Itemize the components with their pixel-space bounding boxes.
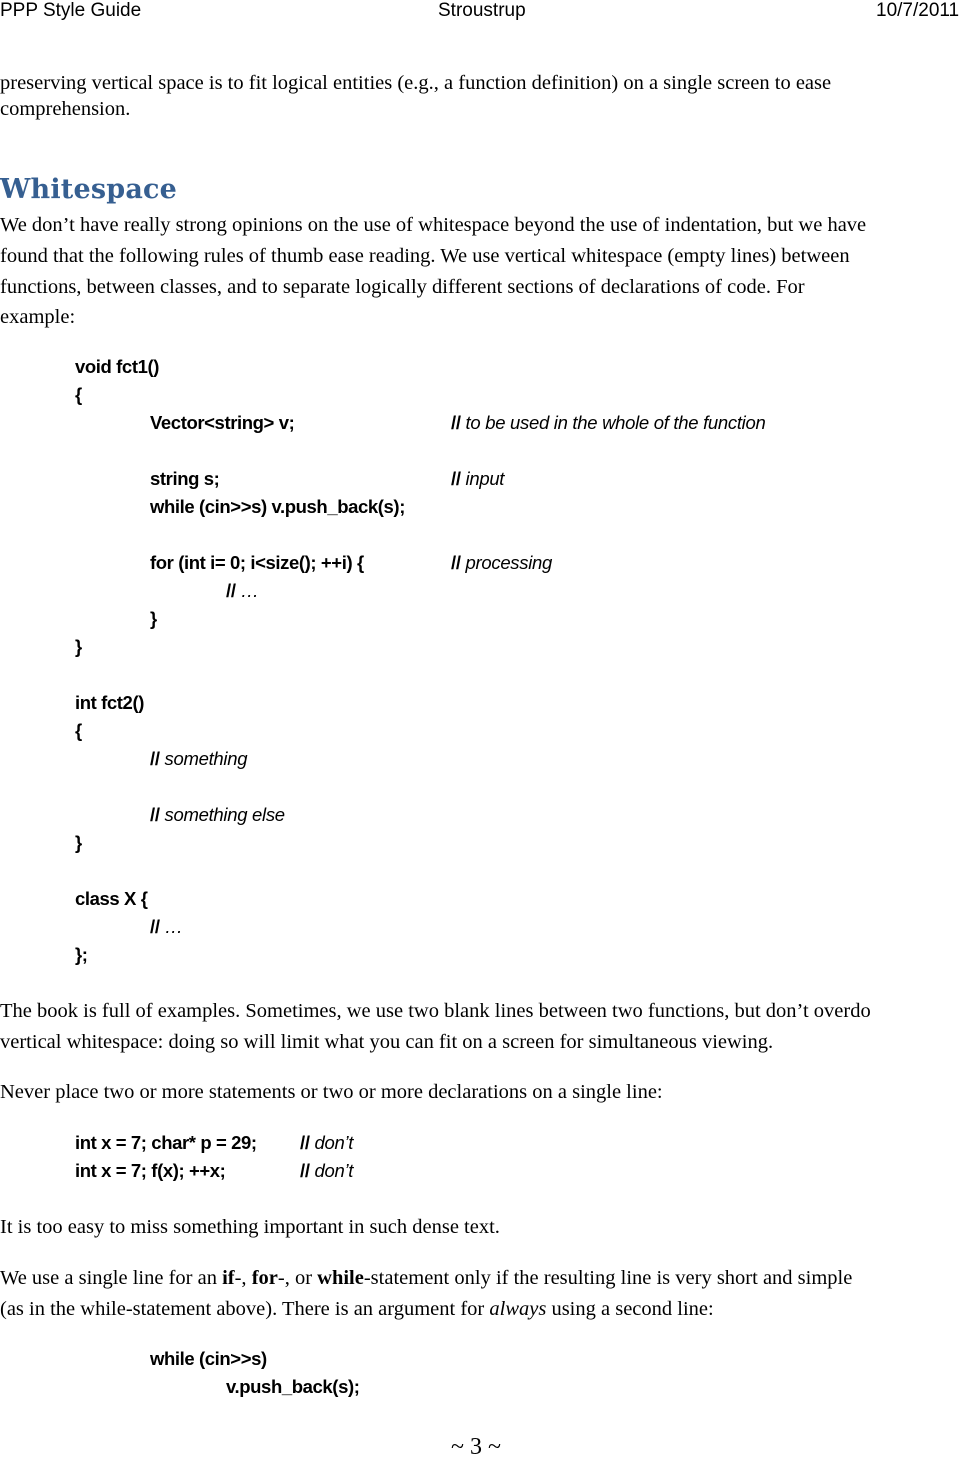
comment-text: input: [465, 468, 505, 489]
section-heading: Whitespace: [0, 174, 178, 205]
intro-line-1: preserving vertical space is to fit logical entities (e.g., a function definition) on a single screen to ease: [0, 72, 832, 94]
keyword-while: while: [317, 1267, 364, 1289]
code-line: string s;: [150, 468, 220, 489]
code-line: }: [75, 636, 82, 657]
keyword-for: for: [251, 1267, 278, 1289]
header-author: Stroustrup: [438, 0, 526, 21]
code-line: {: [75, 384, 82, 405]
para5-line-2: (as in the while-statement above). There is an argument for always using a second line:: [0, 1298, 714, 1320]
code-comment: [150, 804, 285, 826]
comment-text: to be used in the whole of the function: [465, 412, 766, 433]
code-comment: [150, 916, 183, 938]
code-line: while (cin>>s) v.push_back(s);: [150, 496, 405, 517]
comment-text: don’t: [314, 1132, 354, 1153]
code-line: v.push_back(s);: [226, 1376, 360, 1397]
code-line: while (cin>>s): [150, 1348, 267, 1369]
comment-text: processing: [465, 552, 552, 573]
code-line: class X {: [75, 888, 148, 909]
comment-text: something: [164, 748, 248, 769]
code-line: int x = 7; f(x); ++x;: [75, 1160, 226, 1181]
para4: It is too easy to miss something important in such dense text.: [0, 1216, 500, 1238]
comment-marker: //: [150, 804, 160, 825]
para1-line-3: functions, between classes, and to separate logically different sections of declarations of code. For: [0, 276, 805, 298]
comment-marker: //: [300, 1160, 310, 1181]
comment-marker: //: [300, 1132, 310, 1153]
para1-line-4: example:: [0, 306, 76, 328]
code-comment: [451, 552, 552, 574]
para2-line-1: The book is full of examples. Sometimes, we use two blank lines between two functions, but don’t overdo: [0, 1000, 871, 1022]
comment-text: don’t: [314, 1160, 354, 1181]
comment-text: something else: [164, 804, 285, 825]
comment-marker: //: [451, 552, 461, 573]
comment-marker: //: [150, 916, 160, 937]
para2-line-2: vertical whitespace: doing so will limit what you can fit on a screen for simultaneous viewing.: [0, 1031, 774, 1053]
intro-line-2: comprehension.: [0, 98, 131, 120]
page-number: ~ 3 ~: [451, 1434, 501, 1460]
comment-marker: //: [451, 468, 461, 489]
code-comment: [300, 1160, 353, 1182]
code-line: };: [75, 944, 88, 965]
code-line: void fct1(): [75, 356, 159, 377]
code-comment: [150, 748, 247, 770]
keyword-if: if: [222, 1267, 235, 1289]
code-comment: [451, 412, 765, 434]
code-comment: [451, 468, 504, 490]
code-comment: [300, 1132, 353, 1154]
comment-marker: //: [226, 580, 236, 601]
comment-marker: //: [451, 412, 461, 433]
code-line: int fct2(): [75, 692, 144, 713]
code-line: }: [150, 608, 157, 629]
code-comment: [226, 580, 259, 602]
code-line: int x = 7; char* p = 29;: [75, 1132, 257, 1153]
code-line: {: [75, 720, 82, 741]
code-line: }: [75, 832, 82, 853]
para3: Never place two or more statements or two or more declarations on a single line:: [0, 1081, 663, 1103]
header-date: 10/7/2011: [876, 0, 960, 21]
comment-marker: //: [150, 748, 160, 769]
emphasis-always: always: [489, 1298, 547, 1320]
code-line: for (int i= 0; i<size(); ++i) {: [150, 552, 364, 573]
para1-line-2: found that the following rules of thumb ease reading. We use vertical whitespace (empty lines) between: [0, 245, 850, 267]
comment-text: …: [164, 916, 183, 937]
code-line: Vector<string> v;: [150, 412, 295, 433]
comment-text: …: [240, 580, 259, 601]
para5-line-1: We use a single line for an if-, for-, or while-statement only if the resulting line is very short and simple: [0, 1267, 853, 1289]
para1-line-1: We don’t have really strong opinions on the use of whitespace beyond the use of indentation, but we have: [0, 214, 867, 236]
header-doc-title: PPP Style Guide: [0, 0, 142, 21]
